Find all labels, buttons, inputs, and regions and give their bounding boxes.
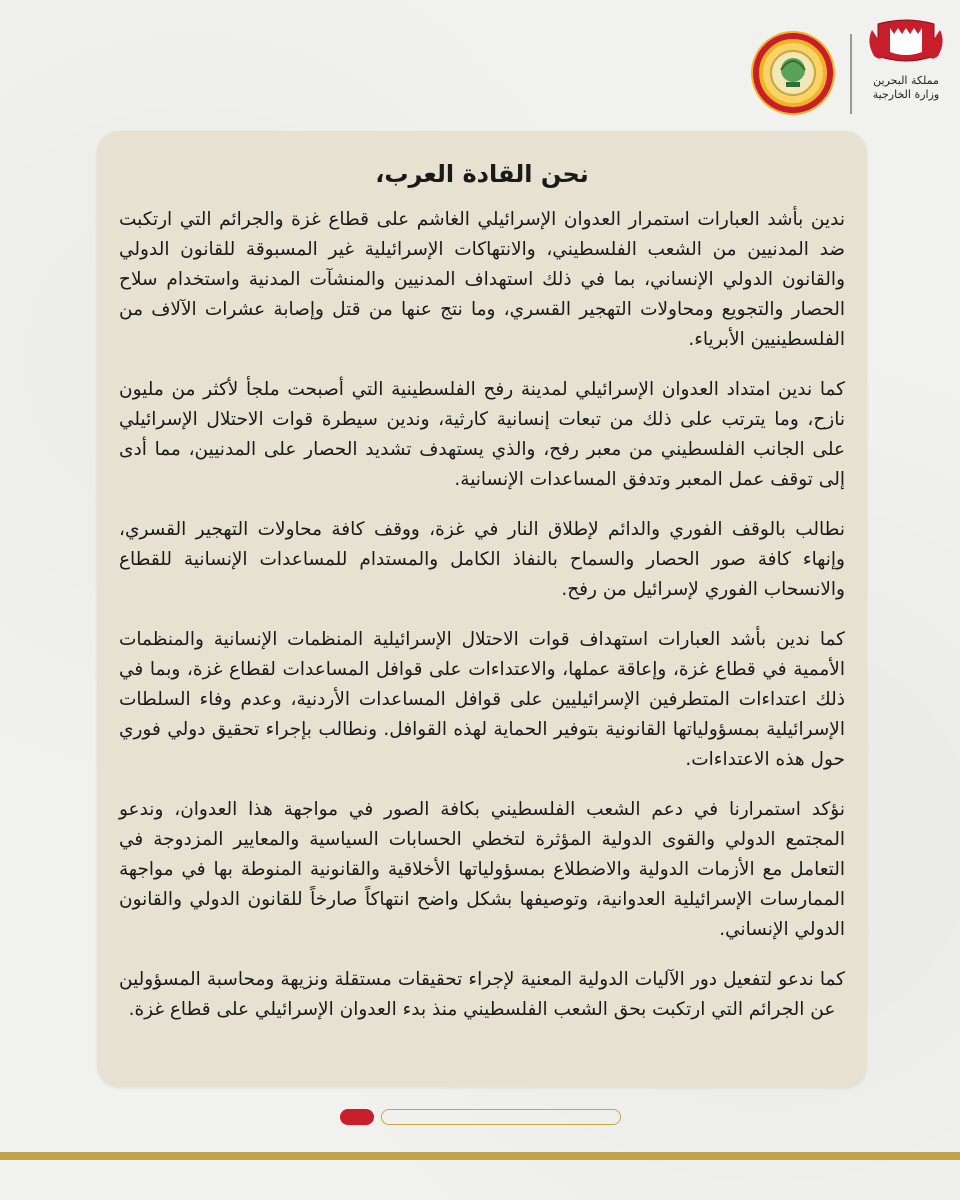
statement-paragraph: نطالب بالوقف الفوري والدائم لإطلاق النار في غزة، ووقف كافة محاولات التهجير القسري، وإنهاء كافة صور الحصار والسماح بالنفاذ الكامل والمستدام للمساعدات الإنسانية للقطاع والانسحاب الفوري لإسرائيل من رفح. bbox=[119, 519, 845, 600]
ministry-caption: مملكة البحرين وزارة الخارجية bbox=[872, 74, 940, 101]
logo-divider bbox=[850, 34, 852, 114]
statement-paragraph: ندين بأشد العبارات استمرار العدوان الإسرائيلي الغاشم على قطاع غزة والجرائم التي ارتكبت ضد المدنيين من الشعب الفلسطيني، والانتهاكات الإسرائيلية غير المسبوقة للقانون الدولي والقانون الدولي الإنساني، بما في ذلك استهداف المدنيين والمنشآت المدنية واستخدام سلاح الحصار والتجويع ومحاولات التهجير القسري، وما نتج عنها من قتل وإصابة عشرات الآلاف من الفلسطينيين الأبرياء. bbox=[119, 209, 845, 350]
statement-paragraph: كما ندعو لتفعيل دور الآليات الدولية المعنية لإجراء تحقيقات مستقلة ونزيهة ومحاسبة المسؤولين عن الجرائم التي ارتكبت بحق الشعب الفلسطيني منذ بدء العدوان الإسرائيلي على قطاع غزة. bbox=[119, 969, 845, 1020]
statement-body bbox=[119, 153, 845, 1069]
arab-summit-emblem-icon bbox=[750, 30, 836, 116]
statement-title: نحن القادة العرب، bbox=[375, 160, 589, 188]
carousel-pager bbox=[0, 1109, 960, 1129]
header bbox=[0, 14, 960, 110]
pager-track[interactable] bbox=[381, 1109, 621, 1125]
footer-gold-line bbox=[0, 1152, 960, 1160]
pager-active-indicator[interactable] bbox=[340, 1109, 374, 1125]
statement-paragraph: كما ندين امتداد العدوان الإسرائيلي لمدينة رفح الفلسطينية التي أصبحت ملجأ لأكثر من مليون نازح، وما يترتب على ذلك من تبعات إنسانية كارثية، وندين سيطرة قوات الاحتلال الإسرائيلي على الجانب الفلسطيني من معبر رفح، والذي يستهدف تشديد الحصار على المدنيين، مما أدى إلى توقف عمل المعبر وتدفق المساعدات الإنسانية. bbox=[119, 379, 845, 490]
statement-card bbox=[97, 131, 867, 1087]
statement-paragraph: كما ندين بأشد العبارات استهداف قوات الاحتلال الإسرائيلية المنظمات الإنسانية والمنظمات الأممية في قطاع غزة، وإعاقة عملها، والاعتداءات على قوافل المساعدات لقطاع غزة، وبما في ذلك اعتداءات المتطرفين الإسرائيليين على قوافل المساعدات الأردنية، وعدم وفاء السلطات الإسرائيلية بمسؤولياتها القانونية بتوفير الحماية لهذه القوافل. ونطالب بإجراء تحقيق دولي فوري حول هذه الاعتداءات. bbox=[119, 629, 845, 770]
statement-paragraph: نؤكد استمرارنا في دعم الشعب الفلسطيني بكافة الصور في مواجهة هذا العدوان، وندعو المجتمع الدولي والقوى الدولية المؤثرة لتخطي الحسابات السياسية والمعايير المزدوجة في التعامل مع الأزمات الدولية والاضطلاع بمسؤولياتها الأخلاقية والقانونية المنوطة بها في مواجهة الممارسات الإسرائيلية العدوانية، وتوصيفها بشكل واضح انتهاكاً صارخاً للقانون الدولي والقانون الدولي الإنساني. bbox=[119, 799, 845, 940]
